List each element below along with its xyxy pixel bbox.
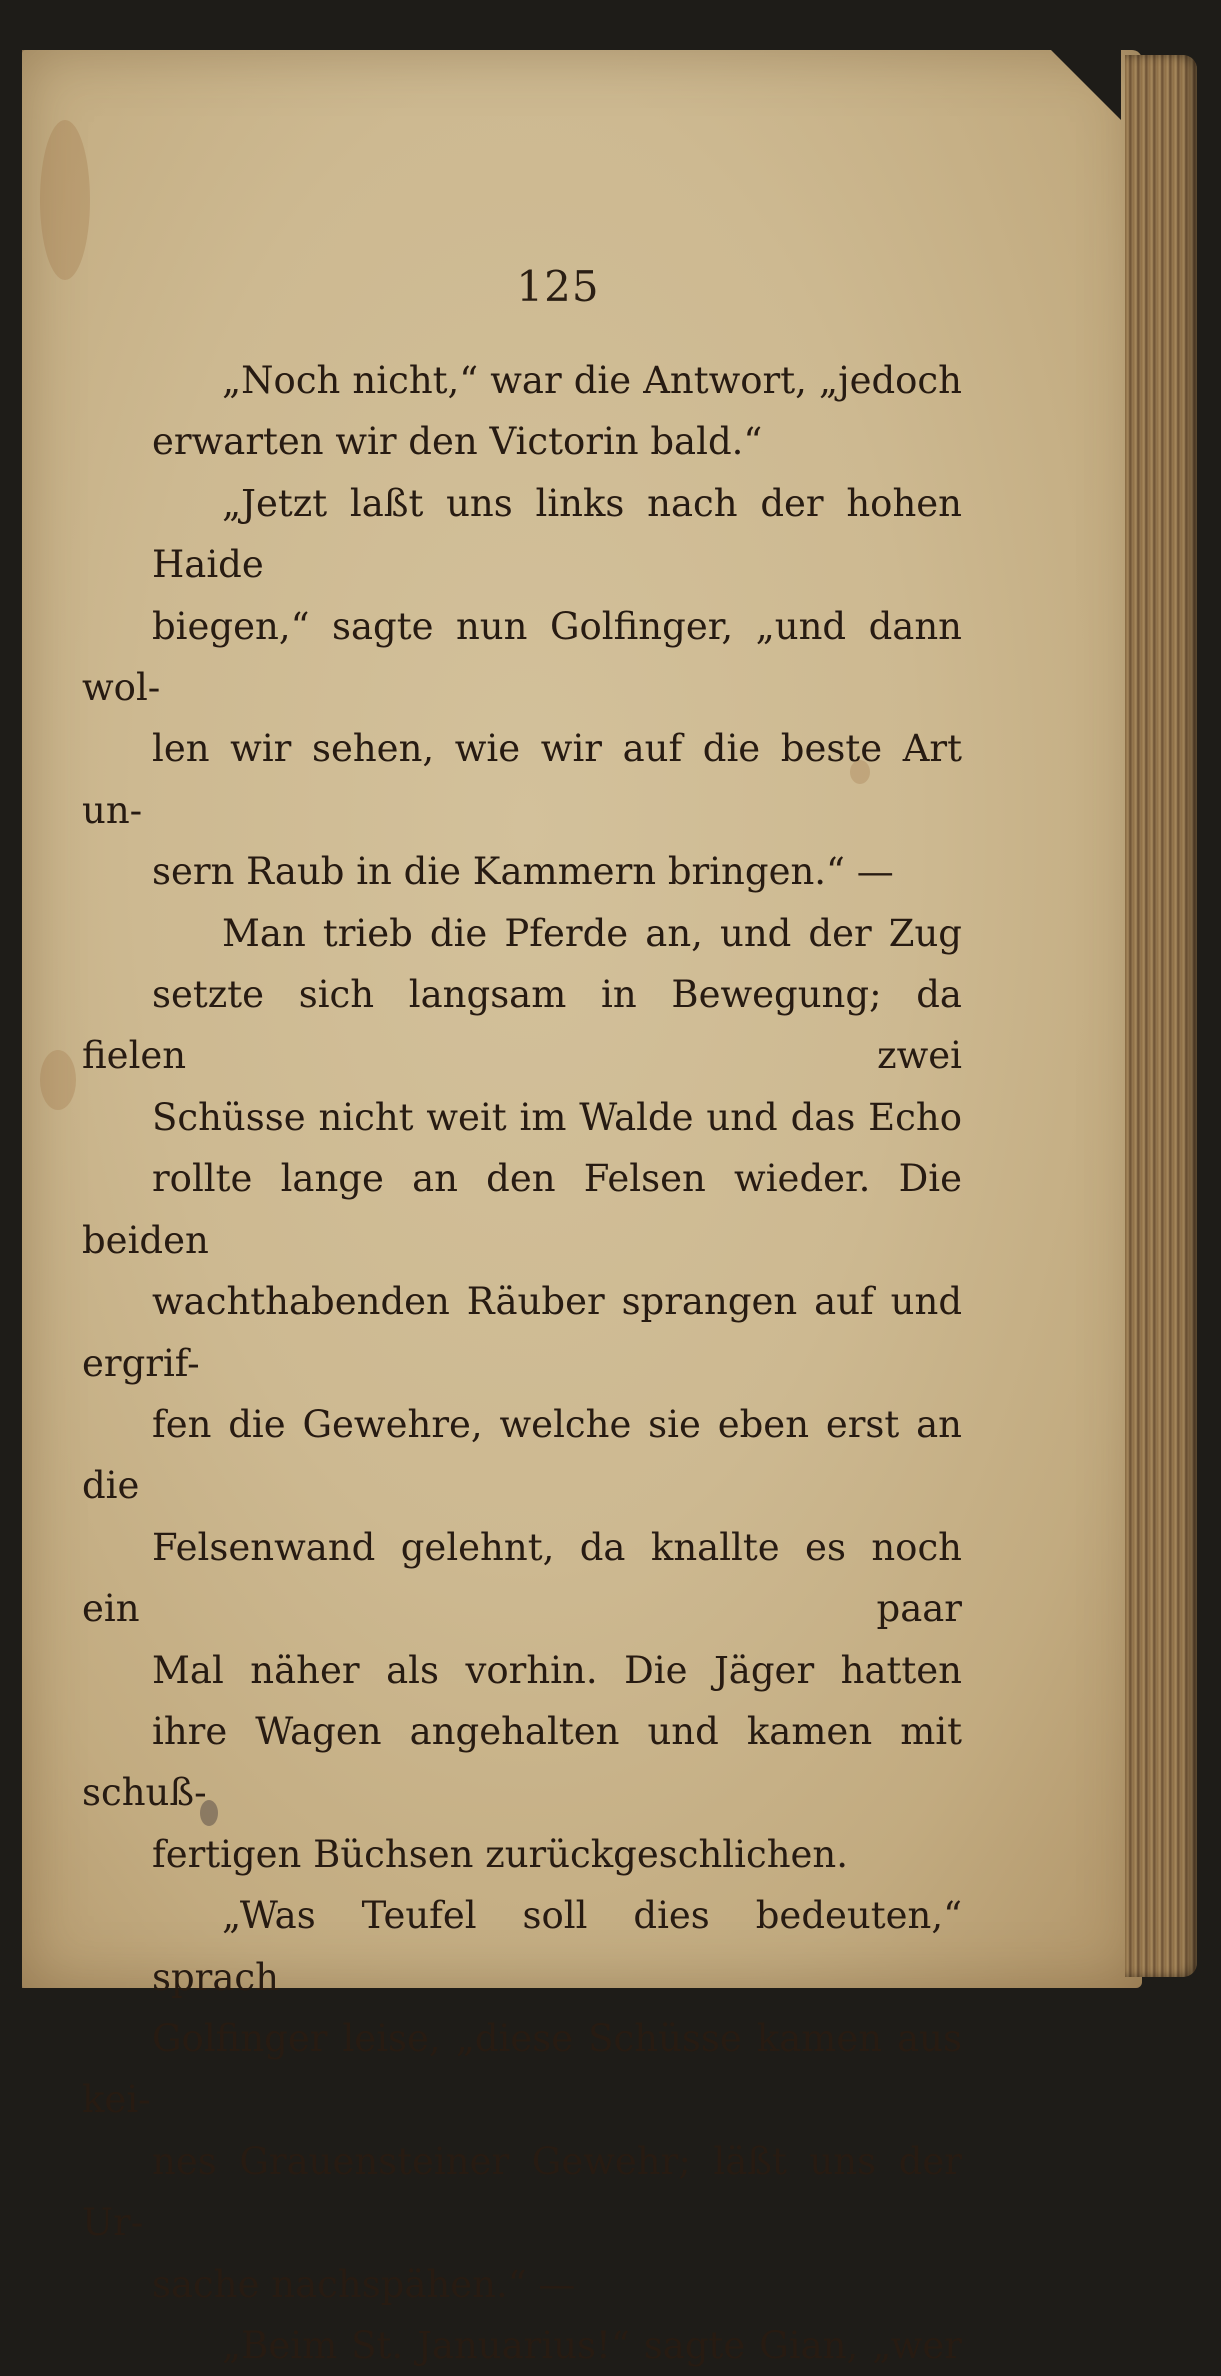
paragraph	[82, 903, 962, 1886]
page-number: 125	[516, 262, 600, 311]
text-line: wachthabenden Räuber sprangen auf und ergrif-	[82, 1280, 962, 1385]
paragraph	[152, 350, 962, 473]
text-line: erwarten wir den Victorin bald.“	[152, 420, 763, 464]
text-line: „Jetzt laßt uns links nach der hohen Haide	[152, 481, 962, 587]
text-line: „Beim St. Januarius!“ sagte Gian, „wer	[222, 2324, 962, 2367]
text-line: Felsenwand gelehnt, da knallte es noch ein paar	[82, 1525, 962, 1631]
text-line: fertigen Büchsen zurückgeschlichen.	[152, 1832, 849, 1876]
text-line: len wir sehen, wie wir auf die beste Art un-	[82, 727, 962, 832]
corner-fold	[1051, 50, 1121, 120]
page-edges	[1125, 55, 1197, 1977]
text-line: rollte lange an den Felsen wieder. Die beiden	[82, 1157, 962, 1262]
text-line: „Noch nicht,“ war die Antwort, „jedoch	[222, 359, 962, 402]
text-line: Mal näher als vorhin. Die Jäger hatten	[152, 1648, 962, 1692]
text-line: Schüsse nicht weit im Walde und das Echo	[152, 1095, 962, 1139]
text-line: ihre Wagen angehalten und kamen mit schuß-	[82, 1709, 962, 1815]
paragraph	[82, 1885, 962, 2315]
text-line: sern Raub in die Kammern bringen.“ —	[152, 850, 894, 894]
text-line: „Was Teufel soll dies bedeuten,“ sprach	[152, 1894, 962, 1999]
text-line: sache nachspähen.“ —	[152, 2262, 576, 2306]
text-line: biegen,“ sagte nun Golfinger, „und dann wol-	[82, 604, 962, 710]
text-line: fen die Gewehre, welche sie eben erst an die	[82, 1402, 962, 1508]
text-line: Golfinger leise, „diese Schüsse kamen aus kei-	[82, 2016, 962, 2122]
body-text	[82, 350, 962, 2376]
stain	[40, 1050, 76, 1110]
text-line: Man trieb die Pferde an, und der Zug	[222, 911, 962, 955]
text-line: nes Grauensteiner Gewehr; läßt uns der Ur-	[82, 2139, 962, 2245]
stain	[40, 120, 90, 280]
text-line: setzte sich langsam in Bewegung; da fielen zwei	[82, 973, 962, 1078]
paragraph	[82, 473, 962, 903]
paragraph	[152, 2315, 962, 2376]
